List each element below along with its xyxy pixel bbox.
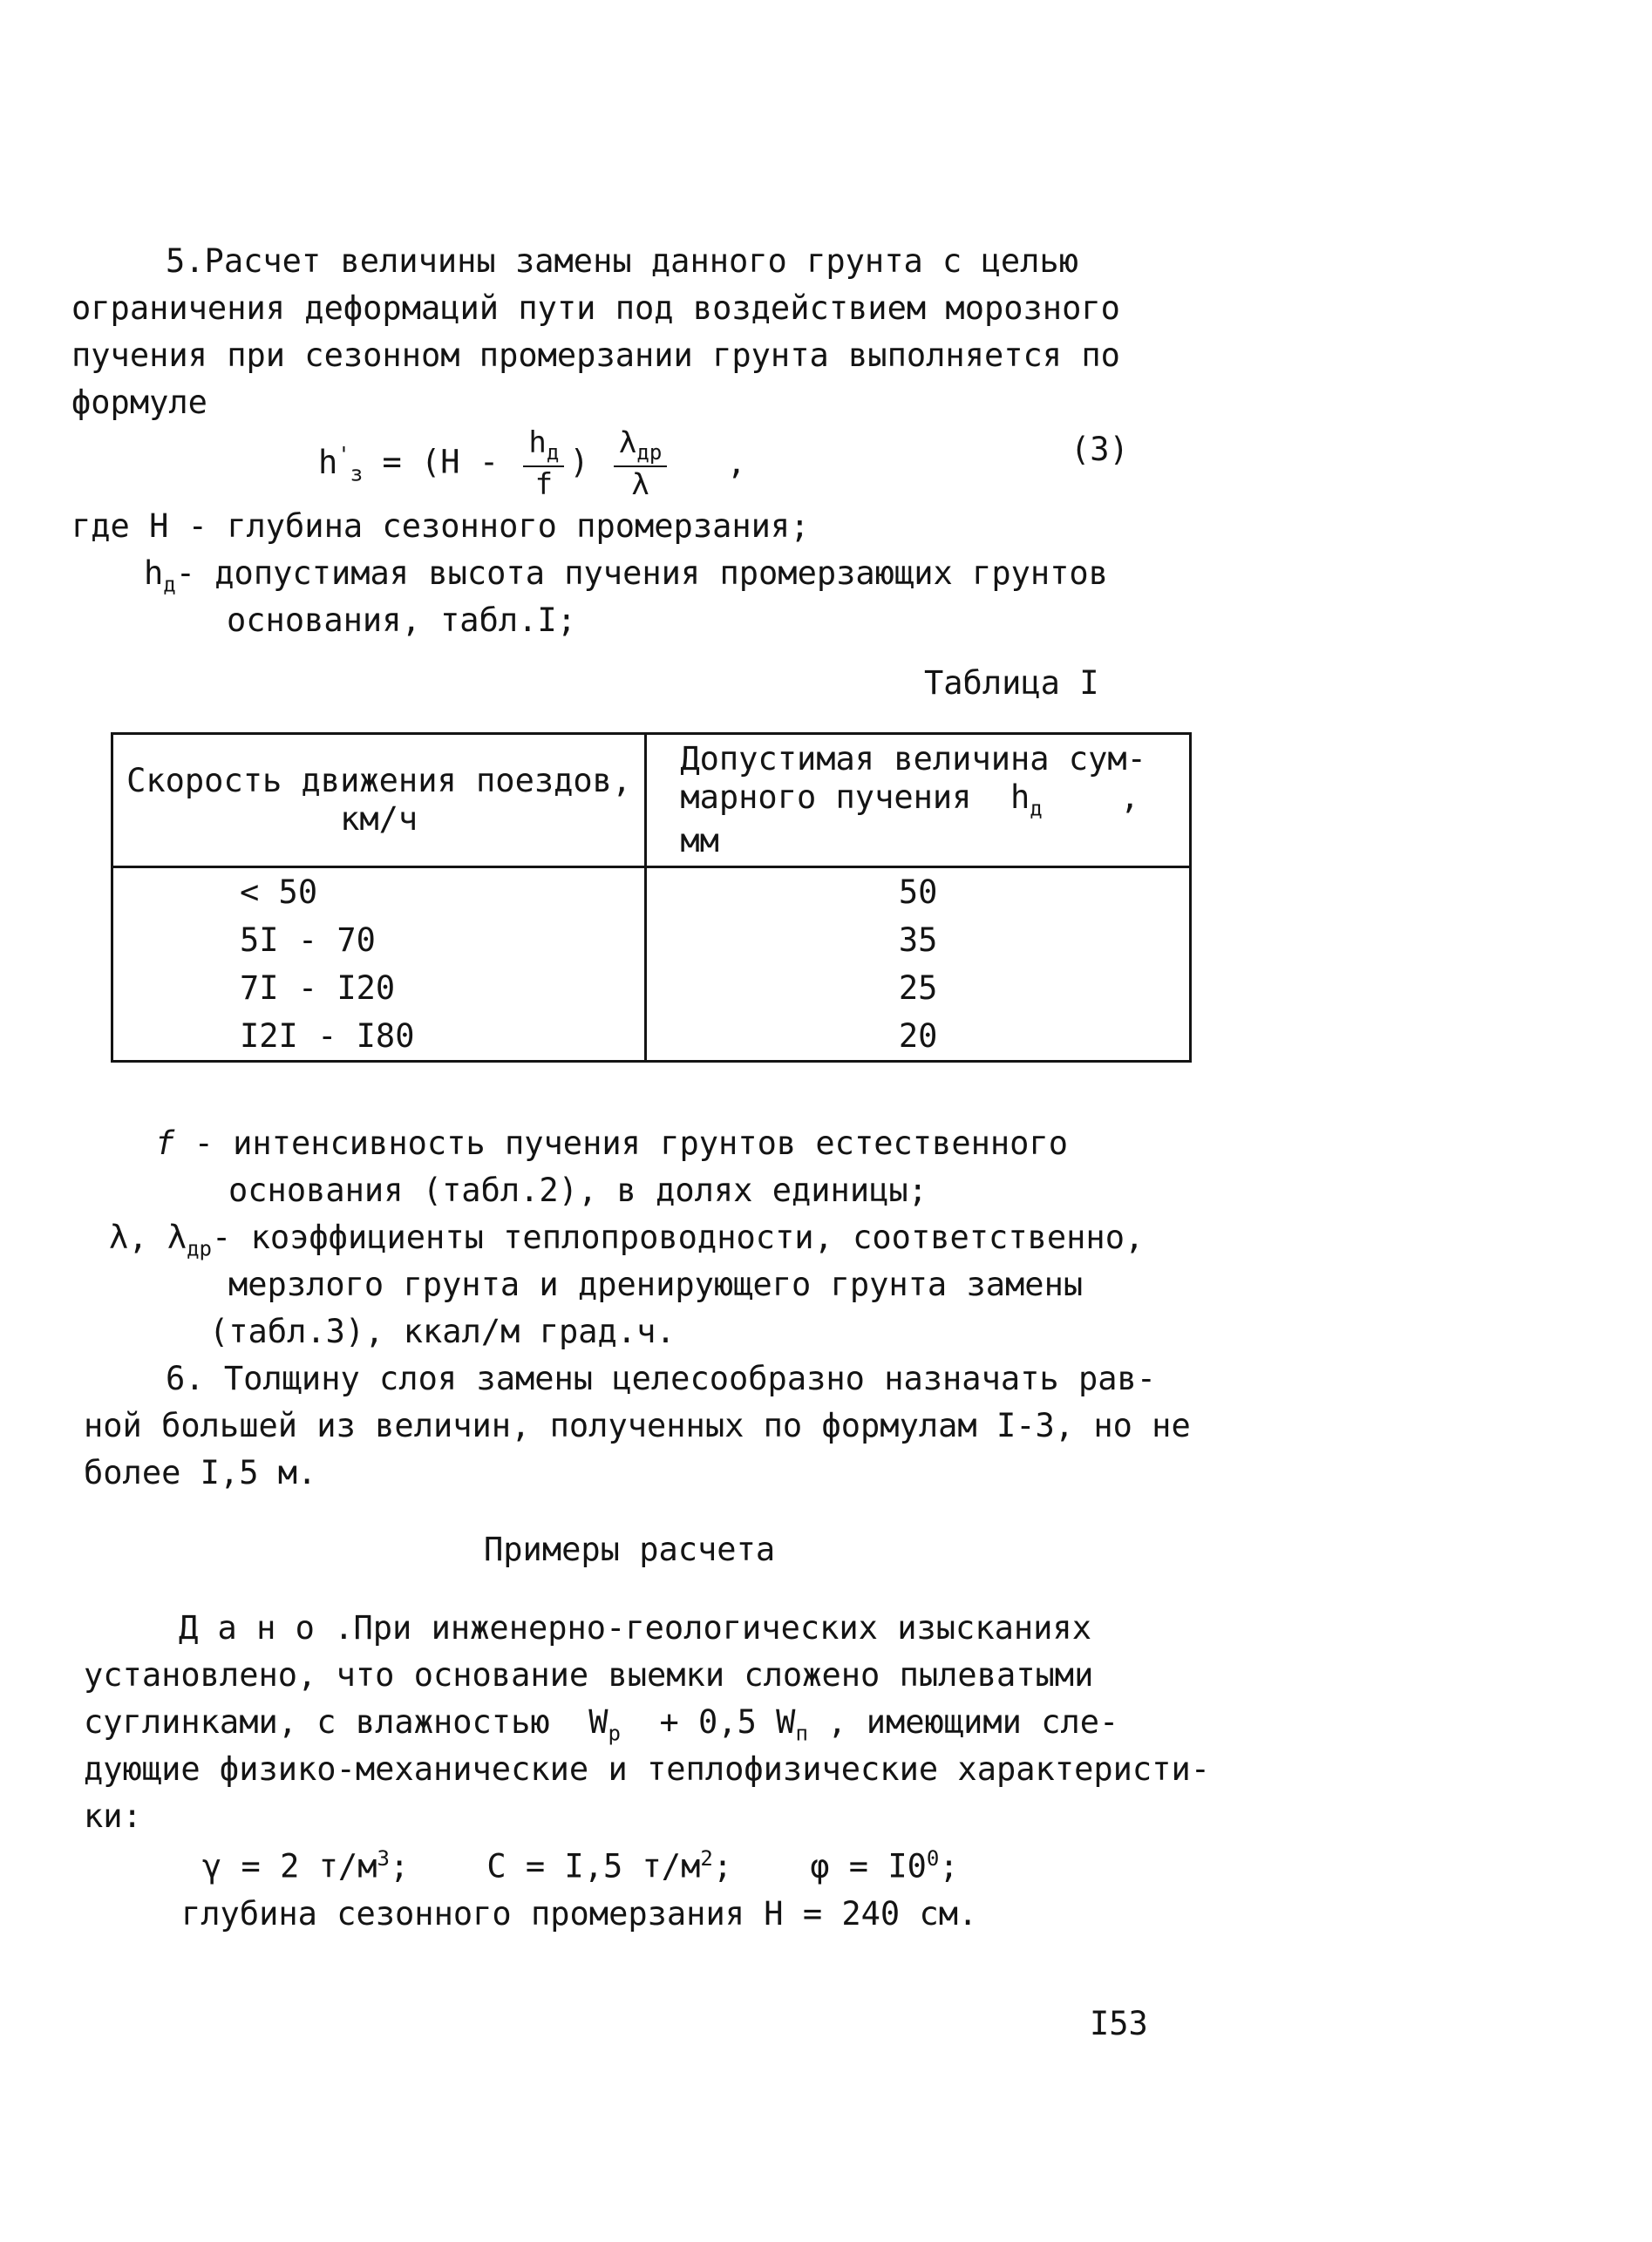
paragraph-line: ограничения деформаций пути под воздействием морозного (71, 289, 1120, 327)
section-heading: Примеры расчета (484, 1531, 776, 1568)
table-cell-speed: < 50 (240, 873, 318, 911)
table-cell-value: 25 (898, 969, 938, 1007)
table-cell-speed: I2I - I80 (240, 1017, 415, 1055)
formula-number: (3) (1071, 431, 1129, 468)
table-cell-value: 50 (898, 873, 938, 911)
table-cell-speed: 7I - I20 (240, 969, 396, 1007)
formula-lhs: $h'_з$ (318, 442, 364, 486)
example-line: ки: (84, 1797, 142, 1835)
table-cell-speed: 5I - 70 (240, 921, 376, 959)
definition-hd: $h_д-$ допустимая высота пучения промерзающих грунтов (144, 554, 1108, 597)
paragraph-line: пучения при сезонном промерзании грунта выполняется по (71, 336, 1120, 374)
table-cell-value: 20 (898, 1017, 938, 1055)
definition-lambda-units: (табл.3), ккал/м град.ч. (209, 1313, 676, 1350)
example-line: суглинками, с влажностью $W_р + 0,5$ $W_п$ , имеющими сле- (84, 1703, 1119, 1746)
fraction-hd-over-f: $\frac{h_д}{f}$ (523, 425, 564, 502)
formula (318, 425, 746, 502)
paragraph-line: ной большей из величин, полученных по формулам I-3, но не (84, 1407, 1191, 1444)
example-line: дующие физико-механические и теплофизические характеристи- (84, 1750, 1211, 1788)
table-cell-value: 35 (898, 921, 938, 959)
formula-close: ) (569, 443, 589, 481)
formula-open: = (H - (382, 443, 500, 481)
paragraph-line: формуле (71, 384, 207, 421)
freezing-depth: глубина сезонного промерзания H = 240 см. (181, 1895, 978, 1933)
definition-lambda: λ, $\lambda_{др}-$ коэффициенты теплопроводности, соответственно, (109, 1219, 1145, 1261)
definition-hd-cont: основания, табл.I; (227, 601, 576, 639)
formula-comma: , (726, 443, 746, 481)
definition-f-cont: основания (табл.2), в долях единицы; (228, 1172, 928, 1209)
definition-h: где H - глубина сезонного промерзания; (71, 507, 810, 545)
soil-properties: γ = 2 $т/м^3$; C = I,5 $т/м^2$; $\varphi = I0^0$; (202, 1846, 959, 1885)
table-col-value (646, 867, 1191, 1062)
paragraph-line: 5.Расчет величины замены данного грунта с целью (166, 242, 1078, 280)
table-header-heave: Допустимая величина сум- марного пучения $h_д$ , мм (646, 734, 1191, 867)
page-number: I53 (1090, 2005, 1148, 2042)
paragraph-line: 6. Толщину слоя замены целесообразно назначать рав- (166, 1360, 1157, 1397)
table-header-speed: Скорость движения поездов, км/ч (112, 734, 646, 867)
paragraph-line: более I,5 м. (84, 1454, 317, 1491)
table-permissible-heave (111, 732, 1192, 1063)
table-caption: Таблица I (924, 664, 1099, 702)
table-col-speed (112, 867, 646, 1062)
example-line: Д а н о .При инженерно-геологических изысканиях (179, 1609, 1091, 1647)
definition-lambda-cont: мерзлого грунта и дренирующего грунта замены (228, 1266, 1084, 1303)
definition-f: f - интенсивность пучения грунтов естественного (155, 1124, 1068, 1162)
example-line: установлено, что основание выемки сложено пылеватыми (84, 1656, 1094, 1694)
fraction-lambda: $\frac{\lambda_{др}}{\lambda}$ (614, 425, 667, 502)
